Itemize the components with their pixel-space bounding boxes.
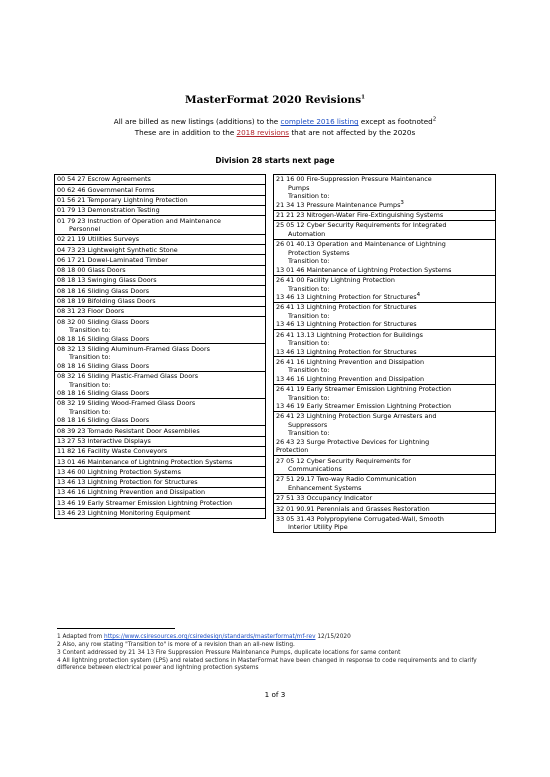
transition-label: Transition to: — [288, 311, 330, 320]
listing-cell — [274, 175, 496, 211]
listing-text: 01 79 13 Demonstration Testing — [57, 206, 160, 215]
listing-text: 08 39 23 Tornado Resistant Door Assemblies — [57, 426, 200, 435]
transition-label: Transition to: — [69, 407, 111, 416]
listing-text: 13 46 13 Lightning Protection for Structures — [276, 293, 417, 302]
listing-cell — [55, 216, 266, 235]
transition-label: Transition to: — [288, 257, 330, 266]
listing-text: Protection — [276, 446, 309, 455]
listing-cell — [55, 306, 266, 316]
listing-text: 26 41 13.13 Lightning Protection for Buildings — [276, 330, 423, 339]
listing-text: 08 18 13 Swinging Glass Doors — [57, 276, 157, 285]
table-row — [55, 399, 266, 426]
listing-cell — [274, 514, 496, 533]
listing-cell — [55, 245, 266, 255]
table-row — [55, 234, 266, 244]
listing-cell — [55, 265, 266, 275]
footnote-ref: 4 — [416, 291, 421, 298]
table-row — [274, 330, 496, 357]
listing-cell — [274, 357, 496, 384]
listing-text: 00 54 27 Escrow Agreements — [57, 175, 151, 184]
listing-text: 27 51 29.17 Two-way Radio Communication — [276, 475, 417, 484]
listing-text: 26 41 19 Early Streamer Emission Lightning Protection — [276, 385, 452, 394]
division-subheading: Division 28 starts next page — [215, 156, 335, 165]
listing-text: 13 46 00 Lightning Protection Systems — [57, 467, 181, 476]
listing-cell — [55, 195, 266, 205]
listing-text: 13 46 19 Early Streamer Emission Lightning Protection — [276, 402, 452, 411]
table-row — [55, 371, 266, 398]
transition-label: Transition to: — [69, 326, 111, 335]
listing-text: 21 21 23 Nitrogen-Water Fire-Extinguishing Systems — [276, 211, 444, 220]
transition-label: Transition to: — [288, 192, 330, 201]
table-row — [55, 436, 266, 446]
table-row — [274, 514, 496, 533]
listing-cell — [55, 344, 266, 371]
table-row — [55, 286, 266, 296]
listing-text: 32 01 90.91 Perennials and Grasses Restoration — [276, 504, 430, 513]
listing-text: 13 46 23 Lightning Monitoring Equipment — [57, 508, 191, 517]
listing-text: 13 01 46 Maintenance of Lightning Protection Systems — [276, 265, 452, 274]
listing-cell — [274, 275, 496, 302]
table-row — [55, 185, 266, 195]
transition-label: Transition to: — [288, 284, 330, 293]
listing-text: 08 18 19 Bifolding Glass Doors — [57, 296, 156, 305]
listing-text: 13 46 13 Lightning Protection for Structures — [57, 478, 198, 487]
table-row — [274, 475, 496, 494]
table-row — [274, 221, 496, 240]
listing-text: 13 46 16 Lightning Prevention and Dissipation — [276, 374, 424, 383]
table-row — [55, 487, 266, 497]
transition-label: Transition to: — [288, 393, 330, 402]
table-row — [55, 265, 266, 275]
listing-text: 02 21 19 Utilities Surveys — [57, 235, 140, 244]
listing-cell — [274, 493, 496, 503]
listing-text: 26 41 00 Facility Lightning Protection — [276, 276, 395, 285]
listing-text: 08 18 16 Sliding Glass Doors — [57, 334, 150, 343]
listing-cell — [55, 175, 266, 185]
listing-text: 08 31 23 Floor Doors — [57, 307, 125, 316]
listing-text: 21 34 13 Pressure Maintenance Pumps — [276, 200, 401, 209]
listing-text: 11 82 16 Facility Waste Conveyors — [57, 447, 168, 456]
listing-cell — [274, 384, 496, 411]
table-row — [55, 508, 266, 518]
listing-cell — [55, 446, 266, 456]
listing-cell — [55, 426, 266, 436]
listing-text: 26 41 16 Lightning Prevention and Dissipation — [276, 357, 424, 366]
listing-cell — [274, 412, 496, 456]
listing-text: Personnel — [69, 225, 101, 234]
right-listing-table — [273, 174, 496, 533]
table-row — [55, 195, 266, 205]
footnote-2: 2 Also, any row stating "Transition to" is more of a revision than an all-new listing. — [57, 642, 295, 648]
listing-text: 08 18 16 Sliding Glass Doors — [57, 416, 150, 425]
table-row — [274, 456, 496, 475]
listing-text: 08 18 16 Sliding Glass Doors — [57, 286, 150, 295]
listing-cell — [55, 185, 266, 195]
2018-revisions-link[interactable]: 2018 revisions — [236, 128, 290, 137]
listing-text: 08 18 00 Glass Doors — [57, 266, 126, 275]
footnote-4: 4 All lightning protection system (LPS) and related sections in MasterFormat have been changed in response to code requirements and to clarify difference between electrical power and lightning protection systems — [57, 658, 477, 672]
table-row — [55, 216, 266, 235]
listing-text: 27 51 33 Occupancy Indicator — [276, 494, 373, 503]
table-row — [55, 245, 266, 255]
listing-text: 08 32 19 Sliding Wood-Framed Glass Doors — [57, 399, 196, 408]
table-row — [55, 276, 266, 286]
listing-text: 33 05 31.43 Polypropylene Corrugated-Wall, Smooth — [276, 514, 444, 523]
listing-text: 26 41 13 Lightning Protection for Structures — [276, 303, 417, 312]
page-title: MasterFormat 2020 Revisions$^1$ — [185, 94, 365, 106]
transition-label: Transition to: — [288, 429, 330, 438]
listing-text: Pumps — [288, 183, 310, 192]
transition-label: Transition to: — [69, 380, 111, 389]
listing-text: Automation — [288, 229, 326, 238]
left-listing-table — [54, 174, 266, 519]
title-footnote-ref: 1 — [361, 94, 365, 101]
page-number: 1 of 3 — [264, 690, 286, 699]
listing-text: 13 46 13 Lightning Protection for Structures — [276, 347, 417, 356]
listing-cell — [274, 210, 496, 220]
listing-text: 00 62 46 Governmental Forms — [57, 185, 155, 194]
listing-text: Interior Utility Pipe — [288, 523, 348, 532]
table-row — [55, 477, 266, 487]
listing-text: 01 79 23 Instruction of Operation and Maintenance — [57, 216, 221, 225]
table-row — [274, 239, 496, 275]
csi-source-link[interactable]: https://www.csiresources.org/csiredesign/standards/masterformat/mf-rev — [104, 634, 316, 640]
table-row — [55, 296, 266, 306]
table-row — [274, 175, 496, 211]
table-row — [55, 306, 266, 316]
listing-cell — [55, 205, 266, 215]
listing-text: 01 56 21 Temporary Lightning Protection — [57, 195, 188, 204]
table-row — [55, 344, 266, 371]
intro-line-2: These are in addition to the 2018 revisions that are not affected by the 2020s — [134, 128, 416, 137]
footnote-ref: 3 — [400, 199, 404, 206]
listing-cell — [55, 457, 266, 467]
listing-cell — [55, 286, 266, 296]
listing-text: Communications — [288, 465, 342, 474]
transition-label: Transition to: — [288, 366, 330, 375]
table-row — [55, 457, 266, 467]
table-row — [55, 498, 266, 508]
listing-cell — [55, 371, 266, 398]
listing-text: 08 18 16 Sliding Glass Doors — [57, 361, 150, 370]
listing-cell — [55, 296, 266, 306]
listing-cell — [274, 302, 496, 329]
footnote-1: 1 Adapted from https://www.csiresources.org/csiredesign/standards/masterformat/mf-rev 12/15/2020 — [57, 634, 351, 640]
footnote-separator — [57, 628, 175, 629]
table-row — [55, 446, 266, 456]
listing-cell — [55, 467, 266, 477]
listing-text: 04 73 23 Lightweight Synthetic Stone — [57, 245, 178, 254]
table-row — [55, 205, 266, 215]
listing-text: Protection Systems — [288, 248, 350, 257]
listing-cell — [274, 221, 496, 240]
listing-cell — [55, 498, 266, 508]
listing-cell — [55, 487, 266, 497]
listing-text: 13 27 53 Interactive Displays — [57, 436, 151, 445]
listing-cell — [274, 456, 496, 475]
complete-2016-listing-link[interactable]: complete 2016 listing — [280, 117, 359, 126]
listing-cell — [274, 330, 496, 357]
listing-cell — [55, 234, 266, 244]
transition-label: Transition to: — [69, 353, 111, 362]
listing-text: 08 32 13 Sliding Aluminum-Framed Glass Doors — [57, 344, 210, 353]
table-row — [55, 175, 266, 185]
listing-text: 08 18 16 Sliding Glass Doors — [57, 389, 150, 398]
transition-label: Transition to: — [288, 339, 330, 348]
table-row — [274, 275, 496, 302]
listing-text: 06 17 21 Dowel-Laminated Timber — [57, 255, 168, 264]
intro-line-1: All are billed as new listings (additions) to the complete 2016 listing except as footnoted$^2$ — [113, 116, 437, 126]
table-row — [274, 210, 496, 220]
table-row — [274, 412, 496, 456]
listing-cell — [274, 475, 496, 494]
listing-cell — [55, 399, 266, 426]
footnote-3: 3 Content addressed by 21 34 13 Fire Suppression Pressure Maintenance Pumps, duplicate locations for same content — [57, 650, 401, 656]
listing-text: 21 16 00 Fire-Suppression Pressure Maintenance — [276, 175, 432, 184]
table-row — [274, 384, 496, 411]
listing-cell — [55, 436, 266, 446]
table-row — [274, 302, 496, 329]
listing-text: 08 32 00 Sliding Glass Doors — [57, 317, 150, 326]
table-row — [274, 504, 496, 514]
listing-text: Enhancement Systems — [288, 483, 362, 492]
listing-text: 27 05 12 Cyber Security Requirements for — [276, 456, 411, 465]
intro-footnote-ref: 2 — [432, 116, 437, 123]
listing-text: 13 46 19 Early Streamer Emission Lightning Protection — [57, 498, 233, 507]
table-row — [55, 255, 266, 265]
listing-cell — [55, 477, 266, 487]
table-row — [274, 357, 496, 384]
listing-text: 13 01 46 Maintenance of Lightning Protection Systems — [57, 457, 233, 466]
listing-text: 13 46 16 Lightning Prevention and Dissipation — [57, 488, 205, 497]
listing-cell — [55, 508, 266, 518]
listing-cell — [55, 317, 266, 344]
listing-cell — [55, 276, 266, 286]
table-row — [55, 467, 266, 477]
listing-text: 26 43 23 Surge Protective Devices for Lightning — [276, 437, 430, 446]
listing-text: 08 32 16 Sliding Plastic-Framed Glass Doors — [57, 372, 199, 381]
listing-text: 26 01 40.13 Operation and Maintenance of Lightning — [276, 240, 446, 249]
listing-text: 25 05 12 Cyber Security Requirements for Integrated — [276, 221, 447, 230]
listing-cell — [55, 255, 266, 265]
table-row — [55, 426, 266, 436]
listing-cell — [274, 504, 496, 514]
listing-text: 26 41 23 Lightning Protection Surge Arresters and — [276, 412, 437, 421]
listing-text: Suppressors — [288, 420, 328, 429]
listing-cell — [274, 239, 496, 275]
table-row — [55, 317, 266, 344]
table-row — [274, 493, 496, 503]
listing-text: 13 46 13 Lightning Protection for Structures — [276, 320, 417, 329]
